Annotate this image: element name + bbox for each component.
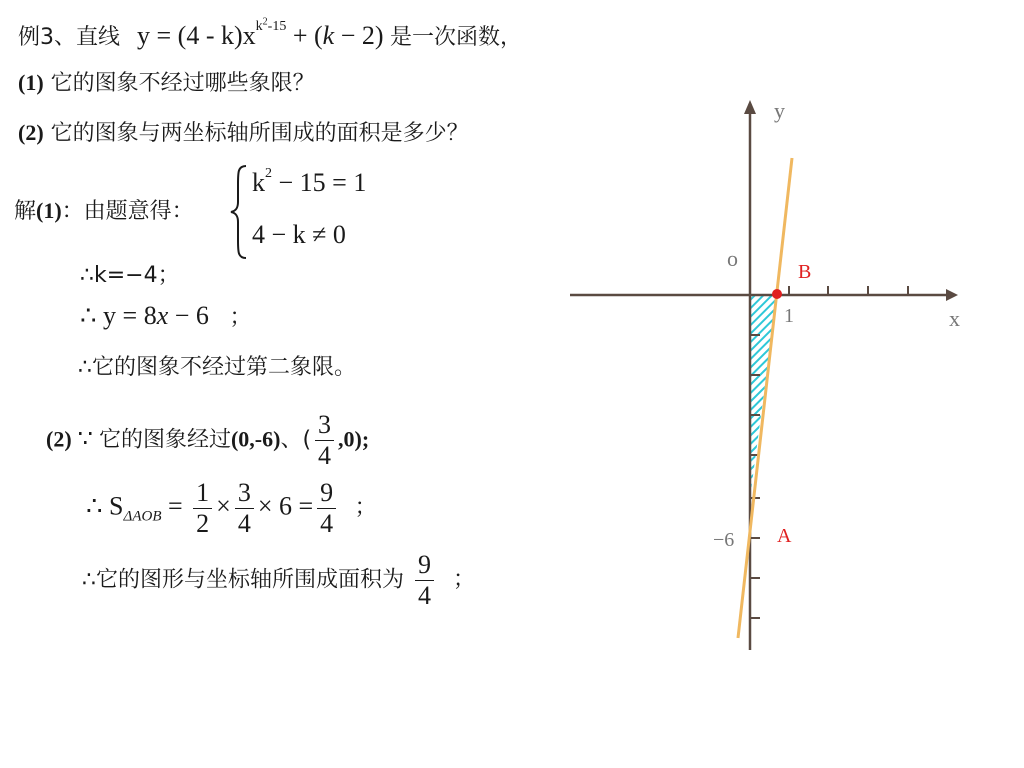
- area-semicolon: ；: [354, 495, 377, 521]
- x-axis-label: x: [949, 306, 960, 331]
- y-axis-label: y: [774, 98, 785, 123]
- fraction-numerator: 3: [235, 478, 254, 509]
- equation-system: [228, 162, 408, 262]
- area-conclusion-semicolon: ；: [453, 567, 476, 593]
- y-axis-arrow-icon: [744, 100, 756, 114]
- point-b-label: B: [798, 261, 812, 283]
- area-equals: =: [161, 491, 183, 521]
- problem-title: [18, 16, 523, 51]
- part-2-text-a: 它的图象经过: [98, 427, 231, 453]
- area-conclusion-text: 它的图形与坐标轴所围成面积为: [96, 567, 405, 593]
- fraction-numerator: 3: [315, 410, 334, 441]
- k-value: k=−4；: [94, 263, 180, 288]
- fraction-denominator: 4: [418, 580, 432, 610]
- area-symbol: S: [102, 491, 124, 521]
- fraction-three-quarters: [235, 478, 254, 539]
- fraction-denominator: 4: [237, 508, 251, 538]
- tick-label-one: 1: [784, 305, 794, 327]
- question-2: [18, 116, 469, 147]
- point-b-marker: [772, 289, 782, 299]
- origin-label: o: [727, 246, 738, 271]
- linear-equation: [80, 300, 251, 331]
- part-2-points: [46, 410, 369, 471]
- part-2-text-c: ,0);: [338, 426, 370, 452]
- therefore-icon: ∴: [86, 491, 103, 521]
- coordinate-graph: [560, 90, 1020, 670]
- therefore-icon: ∴: [80, 263, 94, 288]
- question-2-text: 它的图象与两坐标轴所围成的面积是多少？: [43, 121, 469, 146]
- quadrant-text: 它的图象不经过第二象限。: [92, 355, 357, 380]
- part-2-text-b: 、(: [280, 427, 312, 453]
- therefore-icon: ∴: [82, 567, 96, 593]
- therefore-icon: ∴: [78, 355, 92, 380]
- function-line: [738, 158, 792, 638]
- k-result: [80, 258, 180, 289]
- equation-rest: − 6: [168, 301, 209, 330]
- fraction-nine-quarters: [317, 478, 336, 539]
- x-axis-ticks: [789, 286, 908, 295]
- eq-y: y: [137, 21, 150, 50]
- system-row-1-sq: 2: [265, 166, 272, 182]
- system-row-1-k: k: [252, 168, 265, 197]
- fraction-denominator: 4: [320, 508, 334, 538]
- eq-exp-k: k: [255, 19, 263, 35]
- question-2-number: (2): [18, 120, 44, 145]
- eq-tail: − 2): [334, 21, 384, 50]
- system-row-1-rest: − 15 = 1: [272, 168, 367, 197]
- problem-equation: [137, 16, 390, 50]
- equation-x: x: [156, 301, 169, 330]
- fraction-denominator: 4: [318, 440, 332, 470]
- tick-label-neg6: −6: [713, 529, 735, 551]
- system-row-1: [252, 168, 366, 198]
- because-icon: ∵: [71, 426, 99, 453]
- eq-equals: =: [156, 21, 172, 50]
- fraction-numerator: 1: [193, 478, 212, 509]
- times-sign: ×: [216, 491, 231, 521]
- fraction-nine-quarters: [415, 550, 434, 611]
- equation-semicolon: ；: [229, 305, 252, 330]
- fraction-numerator: 9: [317, 478, 336, 509]
- question-1: [18, 66, 315, 97]
- fraction-three-quarters: [315, 410, 334, 471]
- point-a-coords: (0,-6): [230, 426, 281, 452]
- part-2-label: (2): [46, 426, 72, 452]
- question-1-text: 它的图象不经过哪些象限？: [43, 71, 315, 96]
- solution-label-number: (1): [36, 198, 62, 223]
- eq-plus: + (: [292, 21, 323, 50]
- x-axis-arrow-icon: [946, 289, 958, 301]
- area-conclusion: [82, 550, 475, 611]
- solution-label-jie: 解: [14, 199, 37, 224]
- question-1-number: (1): [18, 70, 44, 95]
- left-brace-icon: [228, 164, 250, 260]
- eq-k-italic: k: [322, 21, 335, 50]
- eq-exponent: [255, 16, 287, 35]
- problem-prefix: 例3、直线: [18, 25, 120, 50]
- eq-base: (4 - k)x: [177, 21, 256, 50]
- area-subscript: ΔAOB: [123, 508, 162, 525]
- therefore-icon: ∴: [80, 301, 97, 330]
- system-row-2: 4 − k ≠ 0: [252, 220, 346, 249]
- eq-exp-sq: 2: [262, 16, 268, 28]
- equation-y: y = 8: [96, 301, 157, 330]
- problem-suffix: 是一次函数，: [390, 25, 523, 50]
- quadrant-conclusion: [78, 350, 356, 381]
- times-six-equals: × 6 =: [257, 491, 314, 521]
- area-calculation: [86, 478, 377, 539]
- solution-1-label: [14, 194, 194, 225]
- fraction-one-half: [193, 478, 212, 539]
- eq-exp-rest: -15: [267, 19, 287, 35]
- fraction-numerator: 9: [415, 550, 434, 581]
- fraction-denominator: 2: [196, 508, 210, 538]
- point-a-label: A: [777, 525, 792, 547]
- solution-label-text: ：由题意得：: [61, 199, 194, 224]
